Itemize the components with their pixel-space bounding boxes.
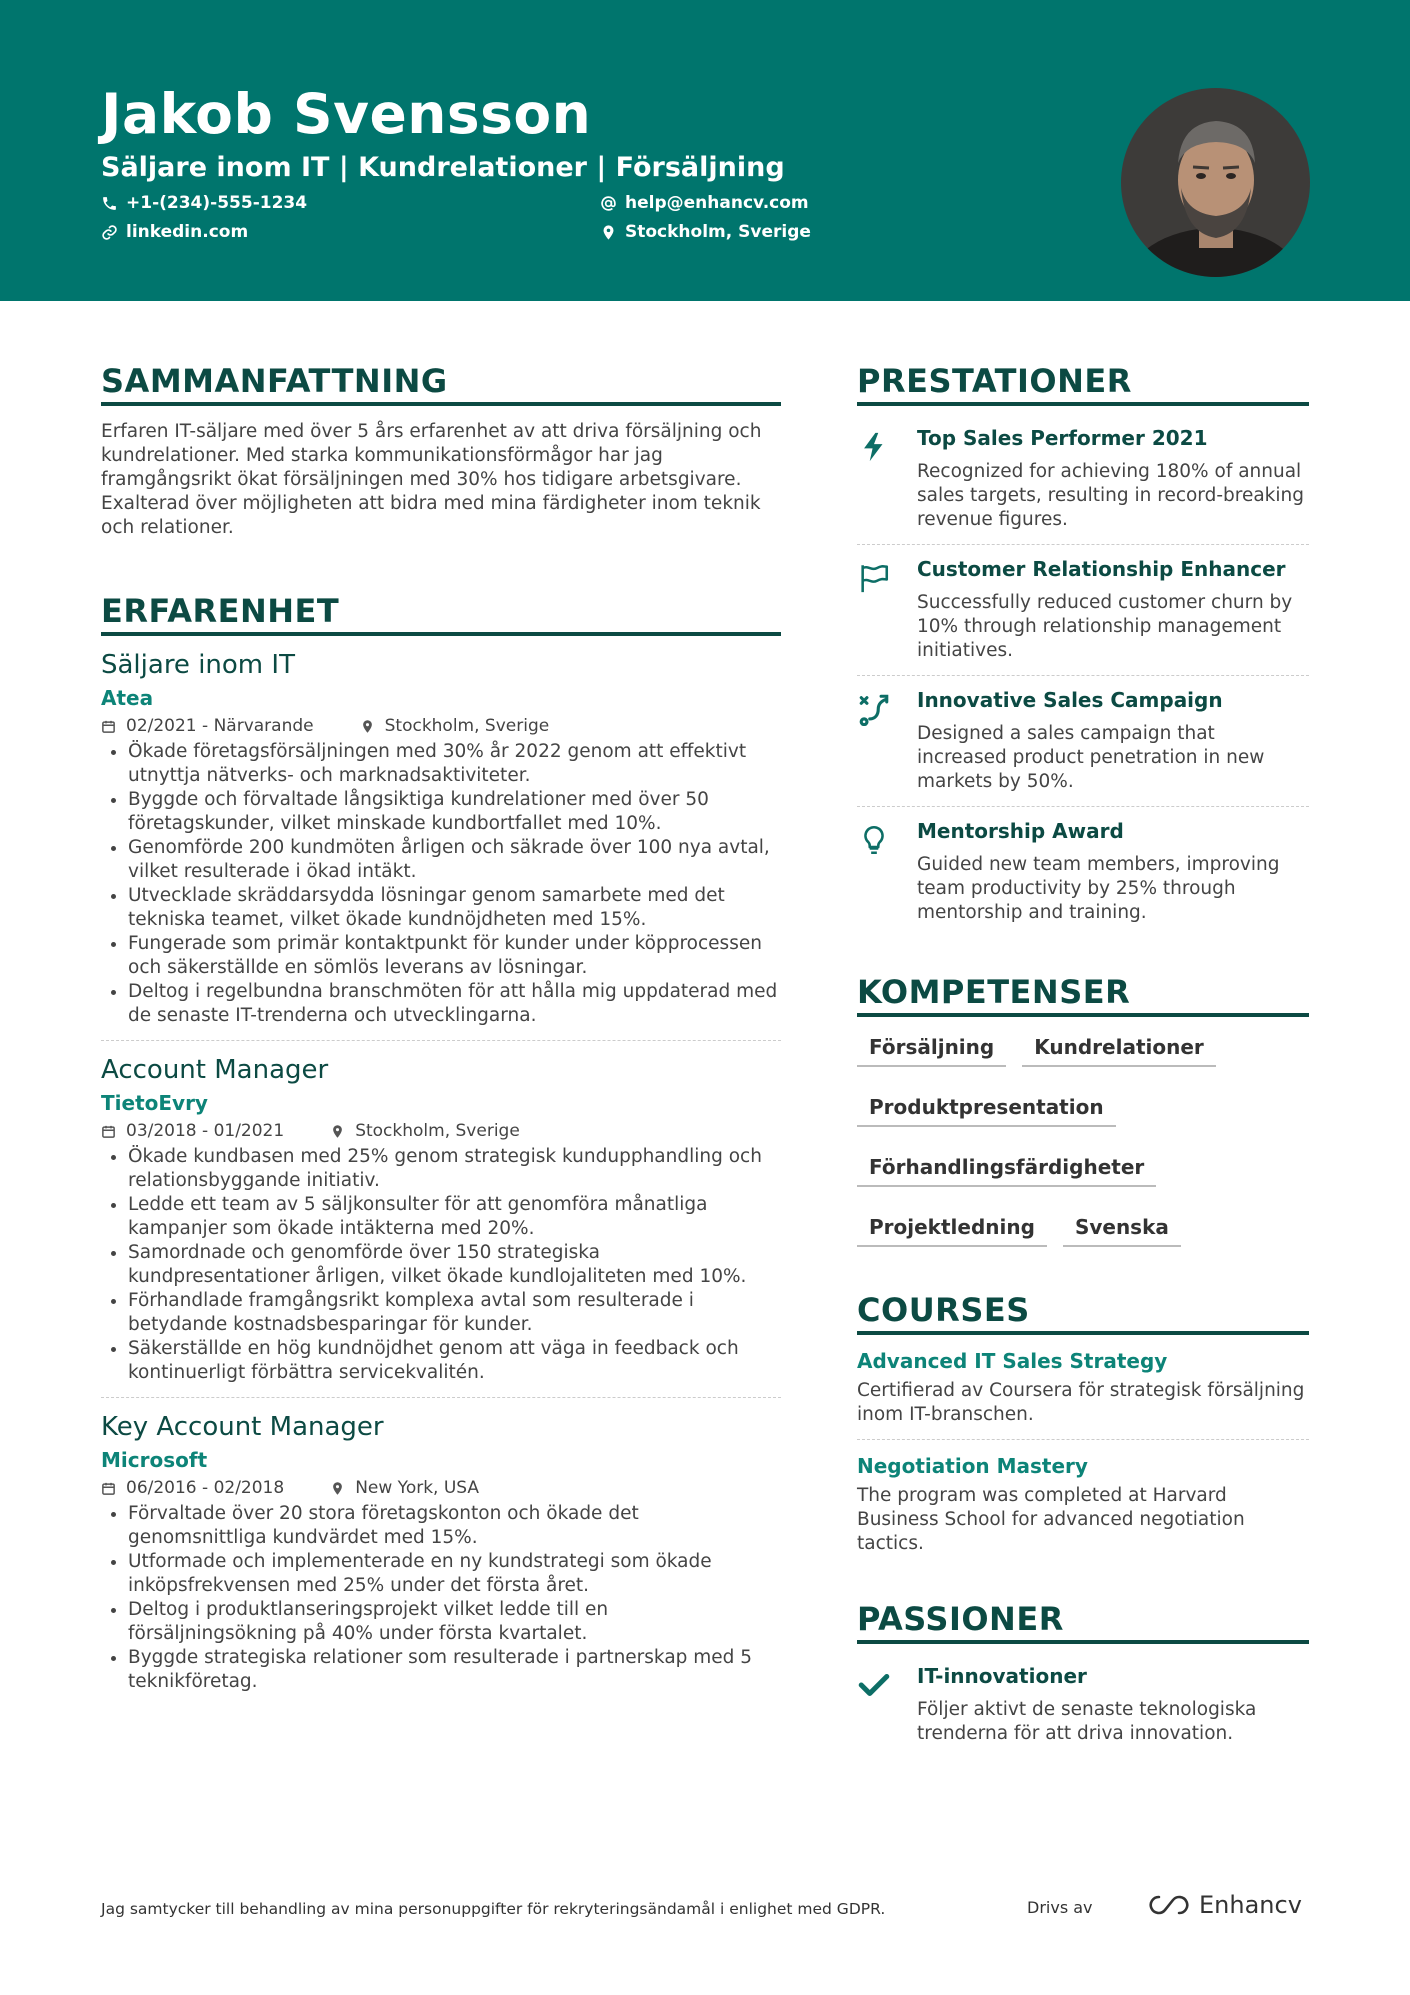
achievement-item [857, 676, 1309, 807]
job-company: Microsoft [101, 1448, 208, 1472]
linkedin-text: linkedin.com [126, 222, 249, 242]
job-role: Account Manager [101, 1055, 329, 1085]
flag-icon [857, 561, 891, 595]
summary-text: Erfaren IT-säljare med över 5 års erfarenhet av att driva försäljning och kundrelationer. Med starka kommunikationsförmågor har jag framgångsrikt ökat försäljningen med 30% hos tidigare arbetsgivare. Exalterad över möjligheten att bidra med mina färdigheter inom teknik och relationer. [101, 421, 762, 538]
lightning-icon [857, 430, 891, 464]
phone-icon [101, 195, 118, 212]
enhancv-logo[interactable] [1147, 1891, 1302, 1919]
contact-location [600, 222, 811, 242]
job-bullet: • Utvecklade skräddarsydda lösningar genom samarbete med det tekniska teamet, vilket ökade kundnöjdheten med 15%. [128, 884, 781, 932]
passion-item [857, 1658, 1309, 1758]
brand-name: Enhancv [1199, 1891, 1302, 1919]
achievement-desc: Successfully reduced customer churn by 10% through relationship management initiatives. [917, 592, 1293, 661]
phone-text: +1-(234)-555-1234 [126, 193, 308, 213]
calendar-icon [101, 719, 116, 734]
skill-tag: Svenska [1063, 1215, 1181, 1247]
lightbulb-icon [857, 823, 891, 857]
job-bullets [101, 740, 781, 1028]
job-bullet: • Ökade företagsförsäljningen med 30% år 2022 genom att effektivt utnyttja nätverks- och marknadsaktiviteter. [128, 740, 781, 788]
job-role: Säljare inom IT [101, 650, 295, 680]
candidate-headline: Säljare inom IT | Kundrelationer | Försäljning [101, 152, 785, 183]
achievement-title: Top Sales Performer 2021 [917, 426, 1208, 450]
calendar-icon [101, 1124, 116, 1139]
contact-phone[interactable] [101, 193, 307, 213]
job-bullet: • Byggde och förvaltade långsiktiga kundrelationer med över 50 företagskunder, vilket minskade kundbortfallet med 10%. [128, 788, 781, 836]
experience-entry [101, 650, 781, 1028]
passion-title: IT-innovationer [917, 1664, 1087, 1688]
job-bullet: • Förhandlade framgångsrikt komplexa avtal som resulterade i betydande kostnadsbesparingar för kunder. [128, 1289, 781, 1337]
job-dates: 02/2021 - Närvarande [126, 716, 314, 736]
experience-entry [101, 1412, 781, 1694]
job-bullets [101, 1145, 781, 1385]
achievement-item [857, 807, 1309, 937]
email-text: help@enhancv.com [625, 193, 809, 213]
job-company: TietoEvry [101, 1091, 208, 1115]
left-column [101, 362, 781, 1694]
job-bullet: • Samordnade och genomförde över 150 strategiska kundpresentationer årligen, vilket ökade kundlojaliteten med 10%. [128, 1241, 781, 1289]
skill-tag: Produktpresentation [857, 1095, 1116, 1127]
right-column [857, 362, 1309, 1758]
passions-heading: PASSIONER [857, 1600, 1309, 1644]
course-desc: The program was completed at Harvard Business School for advanced negotiation tactics. [857, 1485, 1245, 1554]
course-desc: Certifierad av Coursera för strategisk försäljning inom IT-branschen. [857, 1380, 1305, 1425]
location-pin-icon [330, 1124, 345, 1139]
job-bullet: • Deltog i regelbundna branschmöten för att hålla mig uppdaterad med de senaste IT-trenderna och utvecklingarna. [128, 980, 781, 1028]
skill-tag: Kundrelationer [1022, 1035, 1216, 1067]
skills-list [857, 1035, 1309, 1247]
job-bullets [101, 1502, 781, 1694]
job-meta [101, 716, 781, 736]
experience-heading: ERFARENHET [101, 592, 781, 636]
job-bullet: • Ökade kundbasen med 25% genom strategisk kundupphandling och relationsbyggande initiativ. [128, 1145, 781, 1193]
gdpr-consent: Jag samtycker till behandling av mina personuppgifter för rekryteringsändamål i enlighet med GDPR. [101, 1900, 886, 1918]
job-bullet: • Utformade och implementerade en ny kundstrategi som ökade inköpsfrekvensen med 25% under det första året. [128, 1550, 781, 1598]
entry-divider [101, 1397, 781, 1398]
entry-divider [857, 1439, 1309, 1440]
link-icon [101, 224, 118, 241]
job-location: Stockholm, Sverige [355, 1121, 520, 1141]
enhancv-mark-icon [1147, 1893, 1191, 1917]
experience-entry [101, 1055, 781, 1385]
job-dates: 03/2018 - 01/2021 [126, 1121, 285, 1141]
achievement-title: Innovative Sales Campaign [917, 688, 1223, 712]
achievement-item [857, 414, 1309, 545]
job-dates: 06/2016 - 02/2018 [126, 1478, 285, 1498]
achievements-list [857, 414, 1309, 937]
achievement-title: Mentorship Award [917, 819, 1124, 843]
candidate-name: Jakob Svensson [101, 82, 592, 146]
achievement-item [857, 545, 1309, 676]
at-icon [600, 195, 617, 212]
summary-heading: SAMMANFATTNING [101, 362, 781, 406]
checkmark-icon [857, 1668, 891, 1702]
job-bullet: • Byggde strategiska relationer som resulterade i partnerskap med 5 teknikföretag. [128, 1646, 781, 1694]
achievement-title: Customer Relationship Enhancer [917, 557, 1286, 581]
entry-divider [101, 1040, 781, 1041]
job-bullet: • Förvaltade över 20 stora företagskonton och ökade det genomsnittliga kundvärdet med 15%. [128, 1502, 781, 1550]
profile-photo [1121, 88, 1310, 277]
job-location: Stockholm, Sverige [384, 716, 550, 736]
job-company: Atea [101, 686, 154, 710]
resume-header [0, 0, 1410, 301]
job-meta [101, 1121, 781, 1141]
location-pin-icon [330, 1481, 345, 1496]
location-pin-icon [360, 719, 375, 734]
job-meta [101, 1478, 781, 1498]
courses-heading: COURSES [857, 1291, 1309, 1335]
job-bullet: • Säkerställde en hög kundnöjdhet genom att väga in feedback och kontinuerligt förbättra servicekvalitén. [128, 1337, 781, 1385]
courses-list [857, 1349, 1309, 1556]
job-bullet: • Fungerade som primär kontaktpunkt för kunder under köpprocessen och säkerställde en sömlös leverans av lösningar. [128, 932, 781, 980]
skills-heading: KOMPETENSER [857, 973, 1309, 1017]
achievement-desc: Guided new team members, improving team productivity by 25% through mentorship and training. [917, 854, 1280, 923]
job-bullet: • Deltog i produktlanseringsprojekt vilket ledde till en försäljningsökning på 40% under första kvartalet. [128, 1598, 781, 1646]
job-role: Key Account Manager [101, 1412, 384, 1442]
job-bullet: • Ledde ett team av 5 säljkonsulter för att genomföra månatliga kampanjer som ökade intäkterna med 20%. [128, 1193, 781, 1241]
powered-by-label: Drivs av [1027, 1898, 1093, 1917]
calendar-icon [101, 1481, 116, 1496]
achievement-desc: Recognized for achieving 180% of annual sales targets, resulting in record-breaking revenue figures. [917, 461, 1304, 530]
location-pin-icon [600, 224, 617, 241]
skill-tag: Försäljning [857, 1035, 1006, 1067]
course-title: Negotiation Mastery [857, 1454, 1088, 1478]
contact-linkedin[interactable] [101, 222, 248, 242]
passion-desc: Följer aktivt de senaste teknologiska trenderna för att driva innovation. [917, 1699, 1257, 1744]
course-title: Advanced IT Sales Strategy [857, 1349, 1168, 1373]
job-location: New York, USA [355, 1478, 480, 1498]
achievements-heading: PRESTATIONER [857, 362, 1309, 406]
skill-tag: Förhandlingsfärdigheter [857, 1155, 1156, 1187]
skill-tag: Projektledning [857, 1215, 1047, 1247]
job-bullet: • Genomförde 200 kundmöten årligen och säkrade över 100 nya avtal, vilket resulterade i ökad intäkt. [128, 836, 781, 884]
location-text: Stockholm, Sverige [625, 222, 811, 242]
strategy-icon [857, 692, 891, 726]
achievement-desc: Designed a sales campaign that increased product penetration in new markets by 50%. [917, 723, 1265, 792]
contact-email[interactable] [600, 193, 809, 213]
